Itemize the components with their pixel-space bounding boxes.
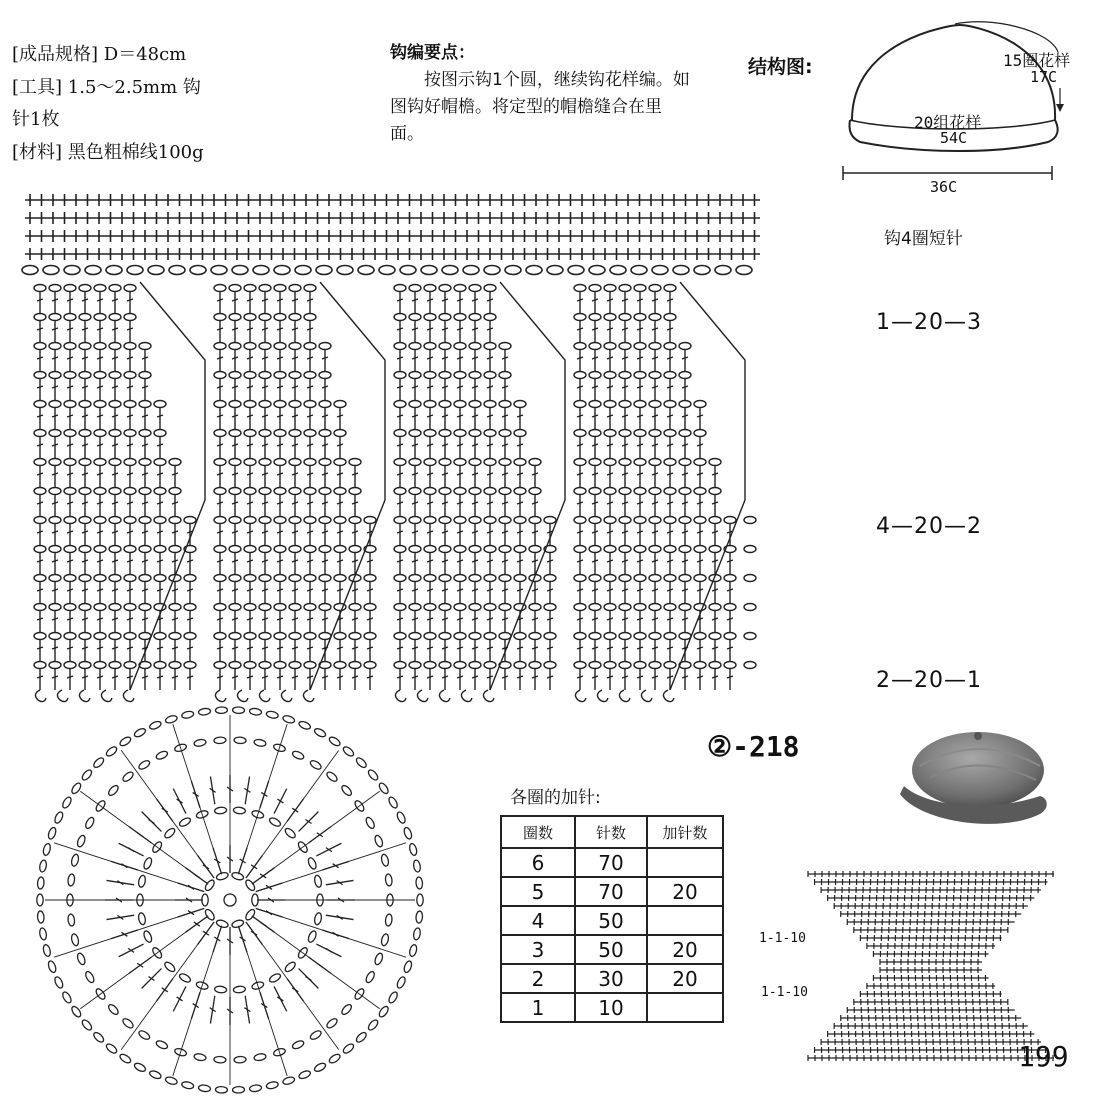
brim-chart xyxy=(800,868,1062,1068)
notes-body: 按图示钩1个圆，继续钩花样编。如图钩好帽檐。将定型的帽檐缝合在里面。 xyxy=(390,70,690,144)
row-label-a: 1—20—3 xyxy=(876,310,982,335)
spec-material: [材料] 黑色粗棉线100g xyxy=(12,142,204,163)
band-stitch-label: 54C xyxy=(940,129,968,147)
brim-label-top: 1-1-10 xyxy=(759,931,806,946)
table-row xyxy=(501,877,723,906)
table-header-row xyxy=(501,816,723,848)
table-row xyxy=(501,964,723,993)
table-row xyxy=(501,906,723,935)
cell-round: 2 xyxy=(501,964,575,993)
cell-increase: 20 xyxy=(647,935,723,964)
cell-stitches: 70 xyxy=(575,877,647,906)
header-stitches: 针数 xyxy=(575,816,647,848)
table-row xyxy=(501,935,723,964)
structure-title: 结构图: xyxy=(748,56,813,78)
page-number: 199 xyxy=(1018,1040,1069,1073)
cell-stitches: 30 xyxy=(575,964,647,993)
cell-round: 4 xyxy=(501,906,575,935)
header-round: 圈数 xyxy=(501,816,575,848)
pattern-code: ②-218 xyxy=(707,730,800,763)
top-stitch-label: 17C xyxy=(1030,68,1058,86)
spec-size: [成品规格] D＝48cm xyxy=(12,44,187,65)
cell-increase: 20 xyxy=(647,877,723,906)
short-stitch-label: 钩4圈短针 xyxy=(884,229,963,249)
row-label-c: 2—20—1 xyxy=(876,668,982,693)
cell-round: 3 xyxy=(501,935,575,964)
cell-round: 1 xyxy=(501,993,575,1022)
round-crown-chart xyxy=(25,700,435,1100)
band-pattern-label: 20组花样 xyxy=(914,113,982,132)
cell-round: 6 xyxy=(501,848,575,877)
cell-stitches: 50 xyxy=(575,906,647,935)
width-label: 36C xyxy=(930,178,958,196)
spec-tool-count: 针1枚 xyxy=(12,109,60,130)
cell-increase: 20 xyxy=(647,964,723,993)
cell-stitches: 10 xyxy=(575,993,647,1022)
brim-label-bottom: 1-1-10 xyxy=(761,985,808,1000)
crochet-notes xyxy=(390,40,690,148)
hat-photo xyxy=(890,722,1060,837)
top-pattern-label: 15圈花样 xyxy=(1003,51,1071,70)
pattern-chart xyxy=(20,270,765,715)
notes-title: 钩编要点： xyxy=(390,43,475,63)
increase-table xyxy=(500,815,724,1023)
row-label-b: 4—20—2 xyxy=(876,514,982,539)
cell-increase xyxy=(647,848,723,877)
table-row xyxy=(501,848,723,877)
increase-table-title: 各圈的加针: xyxy=(510,788,601,808)
short-stitch-band xyxy=(20,185,765,280)
cell-round: 5 xyxy=(501,877,575,906)
cell-increase xyxy=(647,906,723,935)
cell-increase xyxy=(647,993,723,1022)
cell-stitches: 50 xyxy=(575,935,647,964)
table-row xyxy=(501,993,723,1022)
header-increase: 加针数 xyxy=(647,816,723,848)
spec-tool: [工具] 1.5～2.5mm 钩 xyxy=(12,77,201,98)
cell-stitches: 70 xyxy=(575,848,647,877)
